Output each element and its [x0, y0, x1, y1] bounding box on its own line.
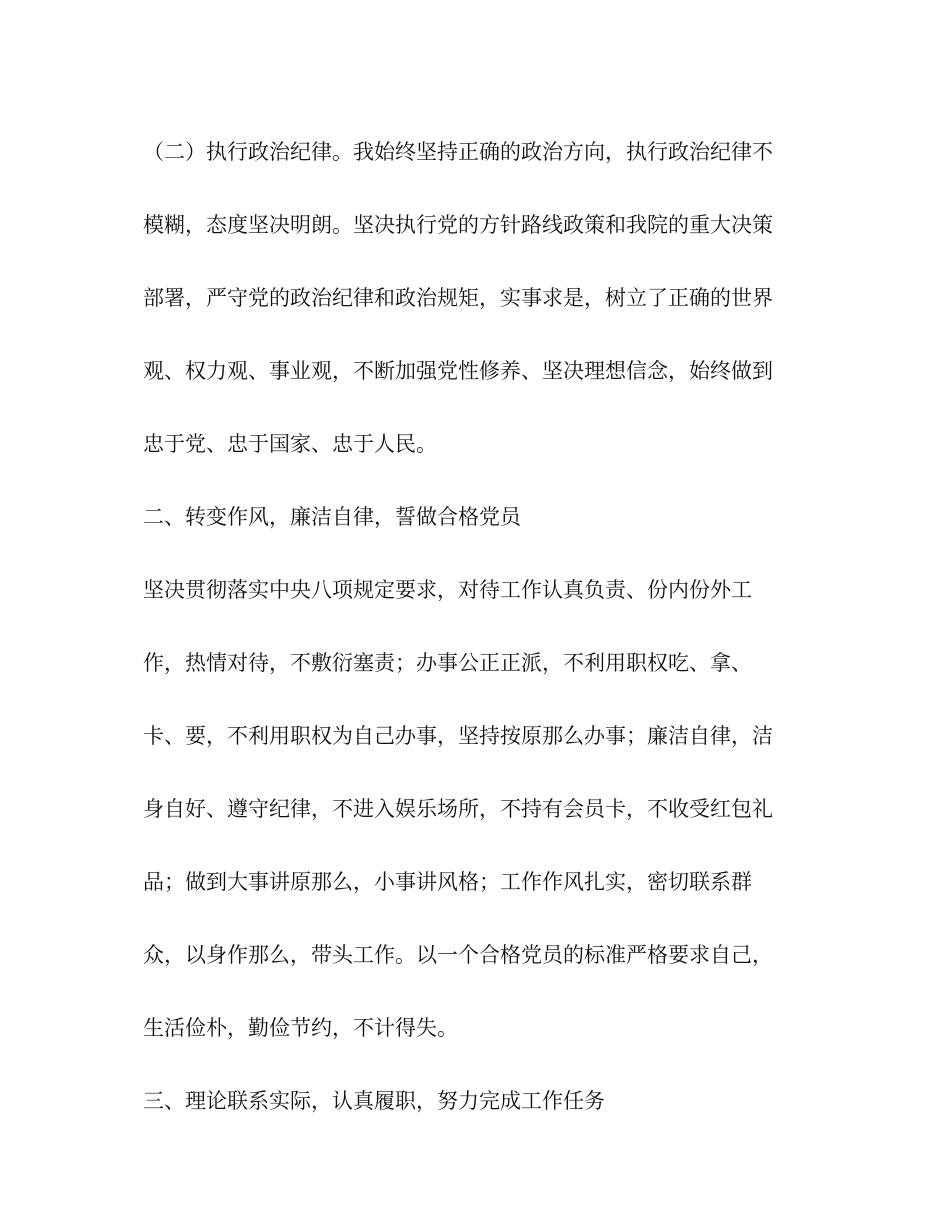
section-heading: 三、理论联系实际，认真履职，努力完成工作任务	[143, 1089, 605, 1113]
paragraph-line: 作，热情对待，不敷衍塞责；办事公正正派，不利用职权吃、拿、	[143, 651, 752, 675]
paragraph-line: 品；做到大事讲原那么，小事讲风格；工作作风扎实，密切联系群	[143, 870, 752, 894]
section-heading: 二、转变作风，廉洁自律，誓做合格党员	[143, 505, 521, 529]
paragraph-line: 部署，严守党的政治纪律和政治规矩，实事求是，树立了正确的世界	[143, 286, 773, 310]
paragraph-line: 模糊，态度坚决明朗。坚决执行党的方针路线政策和我院的重大决策	[143, 213, 773, 237]
paragraph-line: 众，以身作那么，带头工作。以一个合格党员的标准严格要求自己，	[143, 943, 773, 967]
paragraph-line: 卡、要，不利用职权为自己办事，坚持按原那么办事；廉洁自律，洁	[143, 724, 773, 748]
paragraph-line: 生活俭朴，勤俭节约，不计得失。	[143, 1016, 458, 1040]
document-body	[143, 116, 803, 1138]
paragraph-line: （二）执行政治纪律。我始终坚持正确的政治方向，执行政治纪律不	[143, 140, 773, 164]
paragraph-line: 忠于党、忠于国家、忠于人民。	[143, 432, 437, 456]
paragraph-line: 观、权力观、事业观，不断加强党性修养、坚决理想信念，始终做到	[143, 359, 773, 383]
paragraph-line: 身自好、遵守纪律，不进入娱乐场所，不持有会员卡，不收受红包礼	[143, 797, 773, 821]
paragraph-line: 坚决贯彻落实中央八项规定要求，对待工作认真负责、份内份外工	[143, 578, 752, 602]
